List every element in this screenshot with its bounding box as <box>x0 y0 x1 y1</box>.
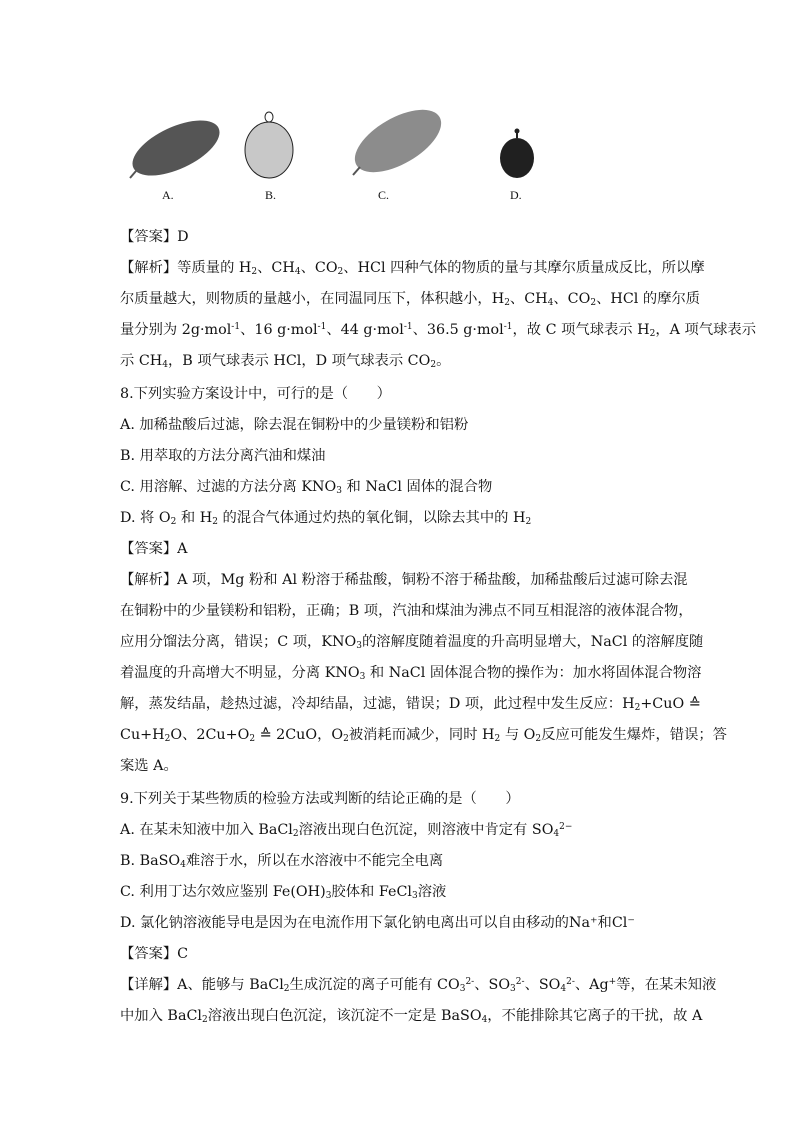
q9-answer: 【答案】C <box>120 946 189 962</box>
q7-analysis-line-3: 量分别为 2g·mol$^{-1}$、16 g·mol$^{-1}$、44 g·mol$^{-1}$、36.5 g·mol$^{-1}$，故 C 项气球表示 $H_2$，A 项气球表示 <box>120 322 757 339</box>
q7-answer: 【答案】D <box>120 229 189 245</box>
balloon-b-icon <box>245 112 293 178</box>
q7-analysis-line-1: 【解析】等质量的 $H_2$、$CH_4$、$CO_2$、HCl 四种气体的物质的量与其摩尔质量成反比，所以摩 <box>120 260 705 277</box>
q9-detail-line-2: 中加入 BaCl$_2$溶液出现白色沉淀，该沉淀不一定是 BaSO$_4$，不能排除其它离子的干扰，故 A <box>120 1008 703 1025</box>
balloon-c-icon <box>345 97 451 185</box>
q8-explanation-line-5: 解，蒸发结晶，趁热过滤，冷却结晶，过滤，错误；D 项，此过程中发生反应：$H_2+CuO$ ≙ <box>120 696 701 713</box>
q9-option-c: C. 利用丁达尔效应鉴别 $Fe(OH)_3$胶体和 FeCl$_3$溶液 <box>120 884 447 901</box>
q8-explanation-line-2: 在铜粉中的少量镁粉和铝粉，正确；B 项，汽油和煤油为沸点不同互相混溶的液体混合物， <box>120 603 693 619</box>
q8-option-c: C. 用溶解、过滤的方法分离 $KNO_3$ 和 NaCl 固体的混合物 <box>120 479 493 496</box>
balloon-figure <box>0 95 794 210</box>
q7-analysis-line-4: 示 $CH_4$，B 项气球表示 HCl，D 项气球表示 $CO_2$。 <box>120 353 451 370</box>
balloon-figure-drawing <box>0 95 794 210</box>
q8-option-a: A. 加稀盐酸后过滤，除去混在铜粉中的少量镁粉和铝粉 <box>120 417 469 433</box>
q8-option-d: D. 将 $O_2$ 和 $H_2$ 的混合气体通过灼热的氧化铜，以除去其中的 $H_2$ <box>120 510 532 527</box>
balloon-c-label: C. <box>378 188 390 202</box>
q8-stem: 8.下列实验方案设计中，可行的是（ ） <box>120 386 391 402</box>
balloon-d-icon <box>500 129 534 179</box>
balloon-a-label: A. <box>162 188 174 202</box>
balloon-a-icon <box>125 109 228 187</box>
q9-option-b: B. BaSO$_4$难溶于水，所以在水溶液中不能完全电离 <box>120 853 444 870</box>
q8-option-b: B. 用萃取的方法分离汽油和煤油 <box>120 448 326 464</box>
balloon-b-label: B. <box>265 188 277 202</box>
q9-option-d: D. 氯化钠溶液能导电是因为在电流作用下氯化钠电离出可以自由移动的Na⁺和Cl⁻ <box>120 915 635 931</box>
q8-explanation-line-7: 案选 A。 <box>120 758 178 774</box>
q7-analysis-line-2: 尔质量越大，则物质的量越小，在同温同压下，体积越小，$H_2$、$CH_4$、$CO_2$、HCl 的摩尔质 <box>120 291 701 308</box>
q8-answer: 【答案】A <box>120 541 188 557</box>
q8-explanation-line-3: 应用分馏法分离，错误；C 项，$KNO_3$的溶解度随着温度的升高明显增大，NaCl 的溶解度随 <box>120 634 704 651</box>
q8-explanation-line-4: 着温度的升高增大不明显，分离 $KNO_3$ 和 NaCl 固体混合物的操作为：加水将固体混合物溶 <box>120 665 702 682</box>
q8-explanation-line-6: $Cu+H_2O$、$2Cu+O_2$ ≙ 2CuO，$O_2$被消耗而减少，同时 $H_2$ 与 $O_2$反应可能发生爆炸，错误；答 <box>120 727 727 744</box>
q9-detail-line-1: 【详解】A、能够与 BaCl$_2$生成沉淀的离子可能有 $CO_3^{2-}$、$SO_3^{2-}$、$SO_4^{2-}$、Ag+等，在某未知液 <box>120 977 717 994</box>
q9-option-a: A. 在某未知液中加入 BaCl$_2$溶液出现白色沉淀，则溶液中肯定有 $SO_4^{2-}$ <box>120 822 573 839</box>
q8-explanation-line-1: 【解析】A 项，Mg 粉和 Al 粉溶于稀盐酸，铜粉不溶于稀盐酸，加稀盐酸后过滤可除去混 <box>120 572 688 588</box>
q9-stem: 9.下列关于某些物质的检验方法或判断的结论正确的是（ ） <box>120 791 520 807</box>
balloon-d-label: D. <box>510 188 522 202</box>
